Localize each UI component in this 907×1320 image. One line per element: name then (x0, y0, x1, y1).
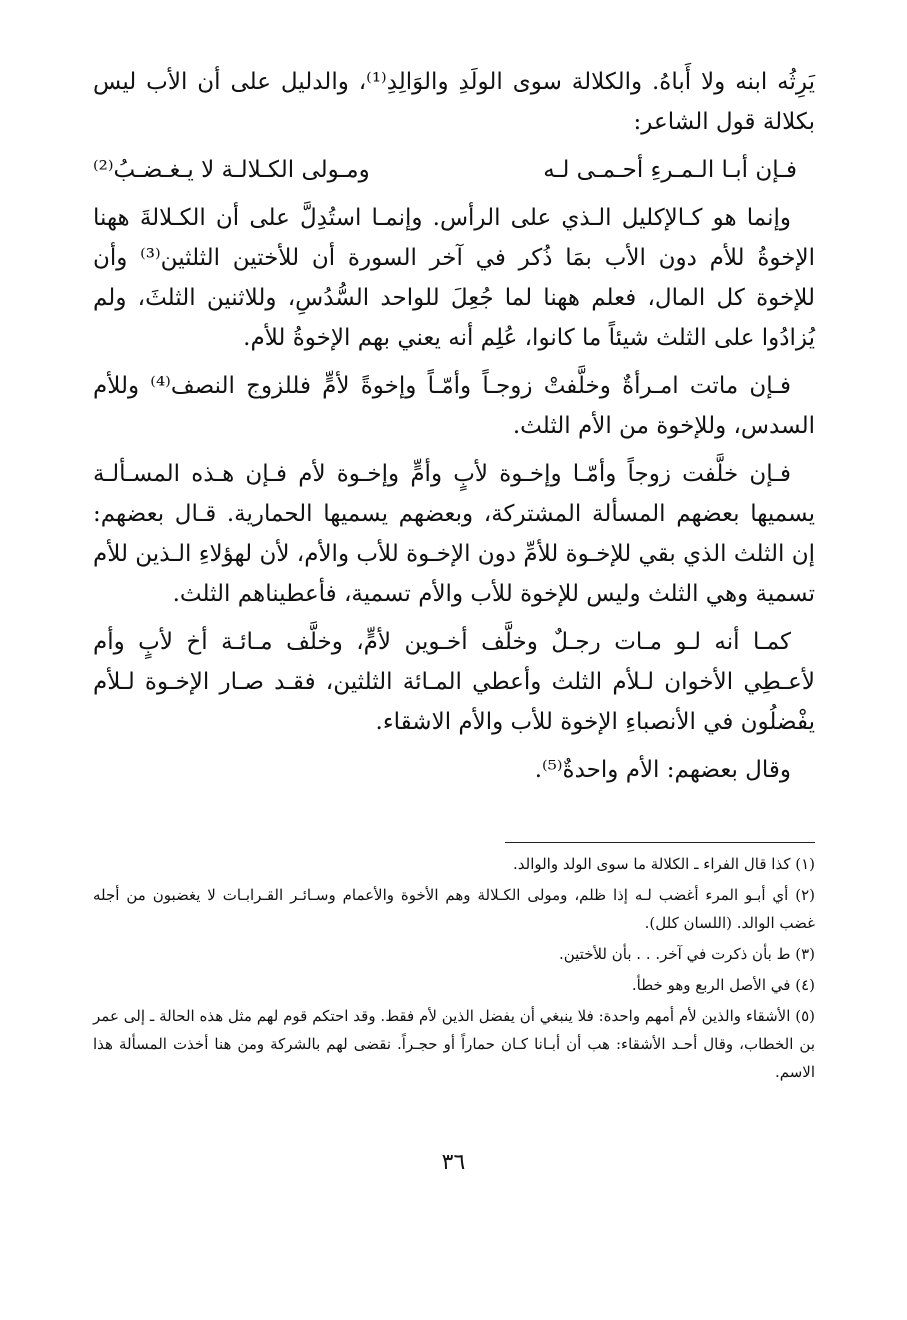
paragraph-1: يَرِثُه ابنه ولا أَباهُ. والكلالة سوى الولَدِ والوَالِدِ⁽¹⁾، والدليل على أن الأب ليس بكلالة قول الشاعر: (93, 69, 815, 135)
poetry-verse (93, 150, 815, 190)
footnote-3: (٣) ط بأن ذكرت في آخر. . . بأن للأختين. (558, 945, 815, 963)
footnote-divider (505, 842, 815, 843)
footnote-4: (٤) في الأصل الربع وهو خطأ. (631, 976, 815, 994)
verse-hemistich-2: ومـولى الكـلالـة لا يـغـضـبُ⁽²⁾ (93, 157, 370, 183)
main-text (93, 62, 815, 790)
paragraph-6: وقال بعضهم: الأم واحدةٌ⁽⁵⁾. (534, 757, 791, 783)
footnotes (93, 850, 815, 1086)
paragraph-4: فـإن خلَّفت زوجاً وأمّـا وإخـوة لأبٍ وأمٍّ وإخـوة لأم فـإن هـذه المسـألـة يسميها بعضهم المسألة المشتركة، وبعضهم يسميها الحمارية. قـال بعضهم: إن الثلث الذي بقي للإخـوة للأمِّ دون الإخـوة للأب والأم، لأن لهؤلاءِ الـذين للأم تسمية وهي الثلث وليس للإخوة للأب والأم تسمية، فأعطيناهم الثلث. (93, 461, 815, 607)
page-number: ٣٦ (441, 1150, 466, 1175)
verse-hemistich-1: فـإن أبـا الـمـرءِ أحـمـى لـه (543, 157, 797, 183)
paragraph-2: وإنما هو كـالإكليل الـذي على الرأس. وإنمـا استُدِلَّ على أن الكـلالةَ ههنا الإخوةُ للأم دون الأب بمَا ذُكر في آخر السورة أن للأختين الثلثين⁽³⁾ وأن للإخوة كل المال، فعلم ههنا لما جُعِلَ للواحد السُّدُسِ، وللاثنين الثلثَ، ولم يُزادُوا على الثلث شيئاً ما كانوا، عُلِم أنه يعني بهم الإخوةُ للأم. (93, 205, 815, 351)
paragraph-5: كمـا أنه لـو مـات رجـلٌ وخلَّف أخـوين لأمٍّ، وخلَّف مـائـة أخ لأبٍ وأم لأعـطِي الأخوان لـلأم الثلث وأعطي المـائة الثلثين، فقـد صـار الإخـوة لـلأم يفْضلُون في الأنصباءِ الإخوة للأب والأم الاشقاء. (93, 629, 815, 735)
footnote-1: (١) كذا قال الفراء ـ الكلالة ما سوى الولد والوالد. (512, 855, 815, 873)
footnote-2: (٢) أي أبـو المرء أغضب لـه إذا ظلم، ومولى الكـلالة وهم الأخوة والأعمام وسـائـر القـرابـات لا يغضبون من أجله غضب الوالد. (اللسان كلل). (93, 886, 815, 932)
footnote-5: (٥) الأشقاء والذين لأم أمهم واحدة: فلا ينبغي أن يفضل الذين لأم فقط. وقد احتكم قوم لهم مثل هذه الحالة ـ إلى عمر بن الخطاب، وقال أحـد الأشقاء: هب أن أبـانا كـان حماراً أو حجـراً. نقضى لهم بالشركة ومن هنا أخذت المسألة هذا الاسم. (93, 1007, 815, 1081)
paragraph-3: فـإن ماتت امـرأةٌ وخلَّفتْ زوجـاً وأمّـاً وإخوةً لأمٍّ فللزوج النصف⁽⁴⁾ وللأم السدس، وللإخوة من الأم الثلث. (93, 373, 815, 439)
